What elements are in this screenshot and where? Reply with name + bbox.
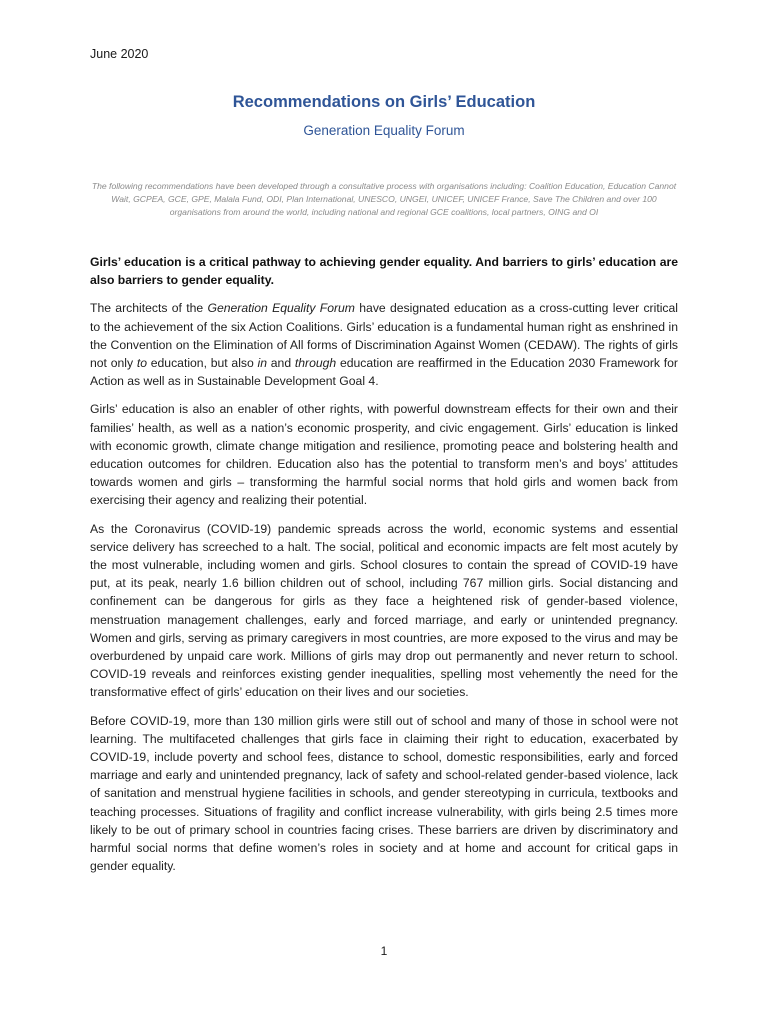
p1-text-i: education are reaffirmed in the Education 2030 Framework for Action as well as in Sustainable Development Goal 4. [90, 356, 678, 389]
paragraph-architects [90, 299, 678, 390]
page-number: 1 [380, 944, 388, 958]
p1-emphasis-in: in [257, 356, 268, 371]
p1-forum-name: Generation Equality Forum [207, 301, 355, 316]
p1-text-g: and [267, 356, 295, 371]
document-date: June 2020 [90, 47, 149, 61]
p1-emphasis-to: to [136, 356, 147, 371]
paragraph-before-covid: Before COVID-19, more than 130 million girls were still out of school and many of those in school were not learning. The multifaceted challenges that girls face in claiming their right to education, exacerbated by COVID-19, include poverty and school fees, distance to school, domestic responsibilities, early and forced marriage and early and unintended pregnancy, lack of safety and school-related gender-based violence, lack of sanitation and menstrual hygiene facilities in schools, and gender stereotyping in curricula, textbooks and teaching processes. Situations of fragility and conflict increase vulnerability, with girls being 2.5 times more likely to be out of primary school in countries facing crises. These barriers are driven by discriminatory and harmful social norms that define women’s roles in society and at home and account for critical gaps in gender equality. [90, 713, 678, 874]
document-title: Recommendations on Girls’ Education [232, 93, 536, 111]
p1-emphasis-through: through [294, 356, 337, 371]
document-body [90, 253, 678, 886]
p1-text-c: have designated education as a cross-cutting lever critical to the achievement of the six Action Coalitions. Girls’ education is a fundamental human right as enshrined in the Convention on the Elimination of All forms of Discrimination Against Women (CEDAW). The rights of girls not only [90, 301, 678, 371]
consultation-note: The following recommendations have been developed through a consultative process with organisations including: Coalition Education, Education Cannot Wait, GCPEA, GCE, GPE, Malala Fund, ODI, Plan International, UNESCO, UNGEI, UNICEF, UNICEF France, Save The Children and over 100 organisations from around the world, including national and regional GCE coalitions, local partners, OING and OI [91, 181, 677, 217]
paragraph-enabler: Girls’ education is also an enabler of other rights, with powerful downstream effects for their own and their families’ health, as well as a nation’s economic prosperity, and civic engagement. Girls’ education is linked with economic growth, climate change mitigation and resilience, promoting peace and bolstering health and education outcomes for children. Education also has the potential to transform men’s and boys’ attitudes towards women and girls – transforming the harmful social norms that hold girls and women back from exercising their agency and realizing their potential. [90, 402, 678, 508]
p1-text-e: education, but also [146, 356, 258, 371]
p1-text-a: The architects of the [90, 301, 208, 316]
document-subtitle: Generation Equality Forum [303, 123, 465, 138]
paragraph-covid: As the Coronavirus (COVID-19) pandemic spreads across the world, economic systems and essential service delivery has screeched to a halt. The social, political and economic impacts are felt most acutely by the most vulnerable, including women and girls. School closures to contain the spread of COVID-19 have put, at its peak, nearly 1.6 billion children out of school, including 767 million girls. Social distancing and confinement can be dangerous for girls as they face a heightened risk of gender-based violence, menstruation management challenges, early and forced marriage, and early or unintended pregnancy. Women and girls, serving as primary caregivers in most countries, are more exposed to the virus and may be overburdened by unpaid care work. Millions of girls may drop out permanently and never return to school. COVID-19 reveals and reinforces existing gender inequalities, spelling most vehemently the need for the transformative effect of girls’ education on their lives and our societies. [90, 521, 678, 700]
lead-paragraph: Girls’ education is a critical pathway to achieving gender equality. And barriers to girls’ education are also barriers to gender equality. [90, 255, 678, 288]
